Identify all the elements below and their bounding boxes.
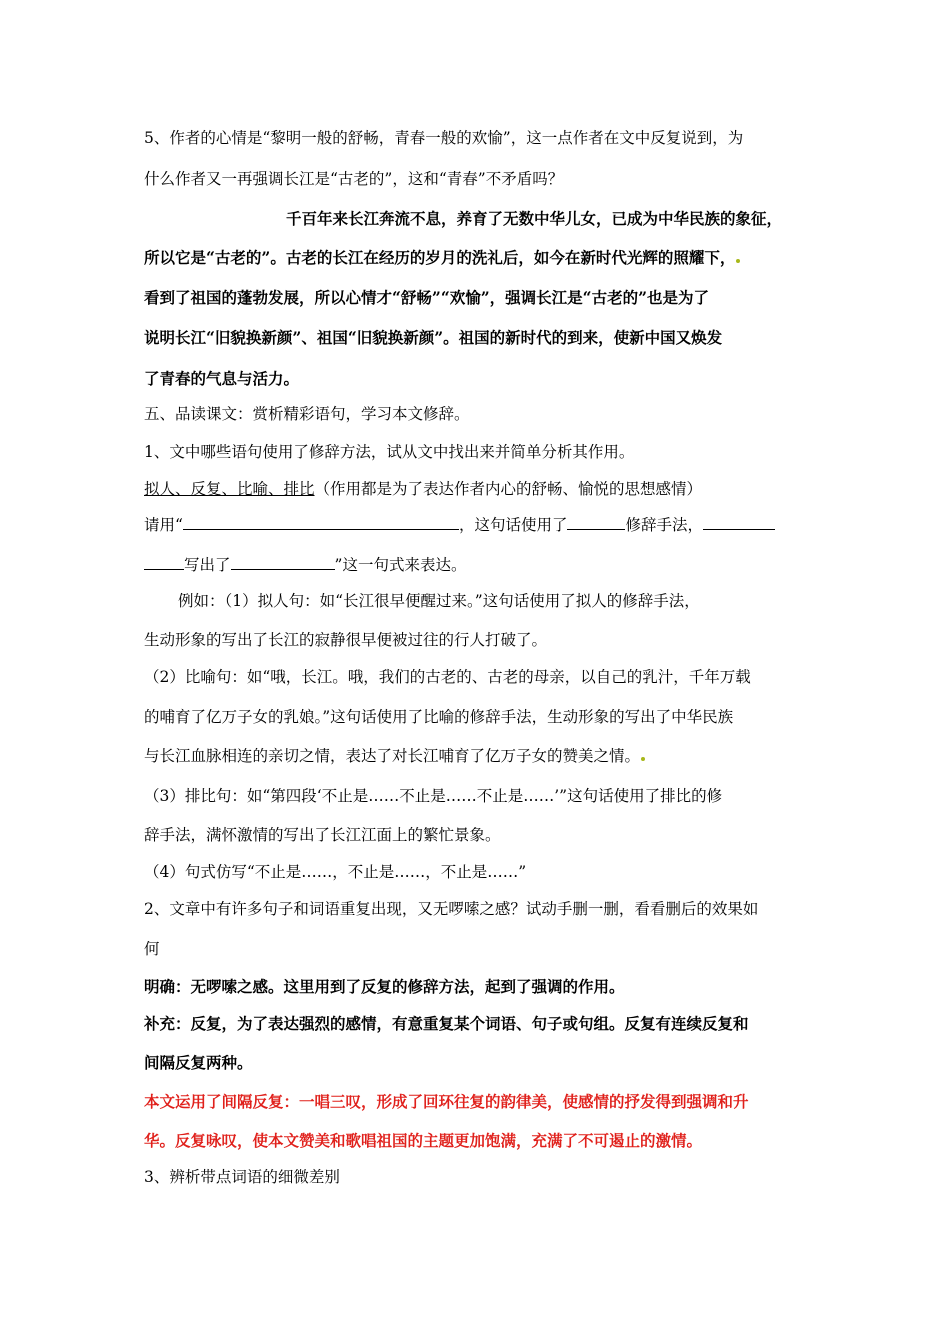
template-line-2: 写出了 ”这一句式来表达。: [144, 555, 814, 575]
answer-5-line-3: 看到了祖国的蓬勃发展，所以心情才“舒畅”“欢愉”，强调长江是“古老的”也是为了: [144, 288, 709, 307]
answer-5-line-2: 所以它是“古老的”。古老的长江在经历的岁月的洗礼后，如今在新时代光辉的照耀下，: [144, 248, 814, 268]
question-2-line-2: 何: [144, 940, 160, 958]
example-3-line-1: （3）排比句：如“第四段‘不止是……不止是……不止是……’”这句话使用了排比的修: [144, 787, 723, 805]
rhetoric-devices-line: [144, 479, 814, 499]
rhetoric-devices: 拟人、反复、比喻、排比: [144, 480, 315, 498]
supplement-line-2: 间隔反复两种。: [144, 1053, 253, 1072]
answer-5-line-1: 千百年来长江奔流不息，养育了无数中华儿女，已成为中华民族的象征，: [286, 209, 783, 228]
question-2-line-1: 2、文章中有许多句子和词语重复出现，又无啰嗦之感？试动手删一删，看看删后的效果如: [144, 900, 759, 918]
example-1-line-1: 例如：（1）拟人句：如“长江很早便醒过来。”这句话使用了拟人的修辞手法，: [178, 592, 700, 610]
example-1-line-2: 生动形象的写出了长江的寂静很早便被过往的行人打破了。: [144, 631, 548, 649]
example-4: （4）句式仿写“不止是……，不止是……，不止是……”: [144, 863, 527, 881]
section-5-title: 五、品读课文：赏析精彩语句，学习本文修辞。: [144, 405, 470, 423]
highlight-line-1: 本文运用了间隔反复：一唱三叹，形成了回环往复的韵律美，使感情的抒发得到强调和升: [144, 1092, 749, 1111]
fill-blank-sentence: [183, 515, 459, 530]
example-3-line-2: 辞手法，满怀激情的写出了长江江面上的繁忙景象。: [144, 826, 501, 844]
fill-blank-effect-cont: [144, 555, 184, 570]
example-2-line-1: （2）比喻句：如“哦，长江。哦，我们的古老的、古老的母亲，以自己的乳汁，千年万载: [144, 668, 751, 686]
example-2-line-2: 的哺育了亿万子女的乳娘。”这句话使用了比喻的修辞手法，生动形象的写出了中华民族: [144, 708, 734, 726]
rhetoric-devices-note: （作用都是为了表达作者内心的舒畅、愉悦的思想感情）: [314, 480, 703, 498]
fill-blank-content: [231, 555, 335, 570]
marker-dot: [641, 757, 645, 761]
question-2-answer: 明确：无啰嗦之感。这里用到了反复的修辞方法，起到了强调的作用。: [144, 977, 625, 996]
highlight-line-2: 华。反复咏叹，使本文赞美和歌唱祖国的主题更加饱满，充满了不可遏止的激情。: [144, 1131, 703, 1150]
supplement-line-1: 补充：反复，为了表达强烈的感情，有意重复某个词语、句子或句组。反复有连续反复和: [144, 1014, 749, 1033]
question-1: 1、文中哪些语句使用了修辞方法，试从文中找出来并简单分析其作用。: [144, 443, 635, 461]
example-2-line-3: 与长江血脉相连的亲切之情，表达了对长江哺育了亿万子女的赞美之情。: [144, 746, 814, 766]
answer-5-line-4: 说明长江“旧貌换新颜”、祖国“旧貌换新颜”。祖国的新时代的到来，使新中国又焕发: [144, 328, 723, 347]
question-3: 3、辨析带点词语的细微差别: [144, 1168, 340, 1186]
question-5-line-2: 什么作者又一再强调长江是“古老的”，这和“青春”不矛盾吗？: [144, 170, 564, 188]
fill-blank-device: [567, 515, 625, 530]
fill-blank-effect: [703, 515, 775, 530]
question-5-line-1: 5、作者的心情是“黎明一般的舒畅，青春一般的欢愉”，这一点作者在文中反复说到，为: [144, 129, 744, 147]
marker-dot: [736, 259, 740, 263]
template-line-1: 请用“ ，这句话使用了 修辞手法，: [144, 515, 814, 535]
answer-5-line-5: 了青春的气息与活力。: [144, 369, 300, 388]
